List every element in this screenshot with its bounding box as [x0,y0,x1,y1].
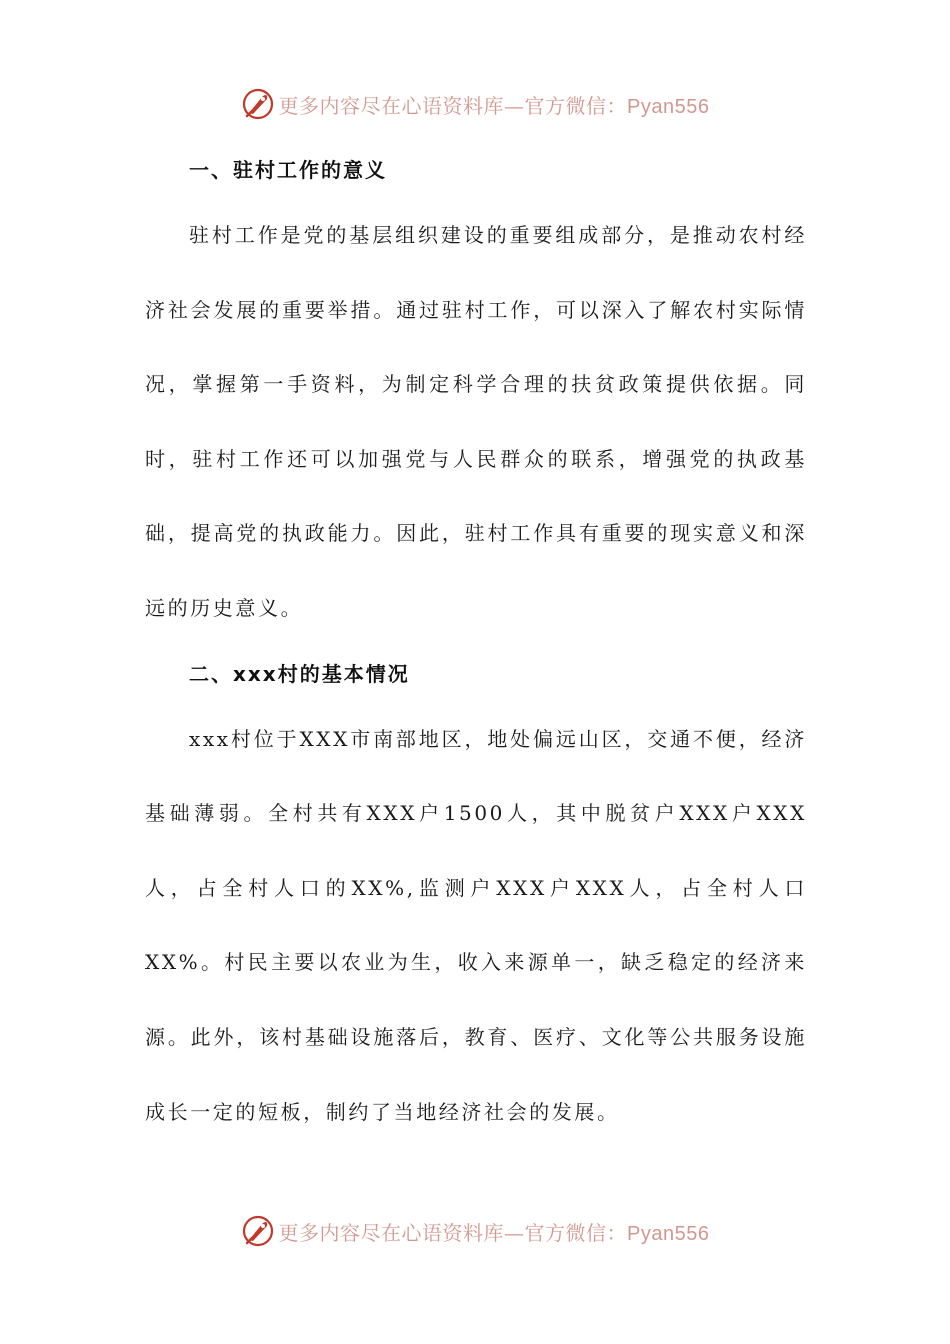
footer-banner [0,1209,950,1253]
banner-text: 更多内容尽在心语资料库—官方微信：Pyan556 [278,93,710,118]
section-paragraph-2: xxx村位于XXX市南部地区，地处偏远山区，交通不便，经济基础薄弱。全村共有XXX户1500人，其中脱贫户XXX户XXX人，占全村人口的XX%,监测户XXX户XXX人，占全村人口XX%。村民主要以农业为生，收入来源单一，缺乏稳定的经济来源。此外，该村基础设施落后，教育、医疗、文化等公共服务设施成长一定的短板，制约了当地经济社会的发展。 [145,726,807,1124]
banner-handle: Pyan556 [627,95,710,118]
banner-text: 更多内容尽在心语资料库—官方微信：Pyan556 [278,1220,710,1245]
quill-logo-icon [241,87,275,121]
section-heading-2: 二、xxx村的基本情况 [189,661,410,686]
header-banner [0,82,950,126]
banner-handle: Pyan556 [627,1222,710,1245]
section-heading-1: 一、驻村工作的意义 [189,158,387,182]
document-body [145,142,807,1149]
quill-logo-icon [241,1214,275,1248]
section-paragraph-1: 驻村工作是党的基层组织建设的重要组成部分，是推动农村经济社会发展的重要举措。通过驻村工作，可以深入了解农村实际情况，掌握第一手资料，为制定科学合理的扶贫政策提供依据。同时，驻村工作还可以加强党与人民群众的联系，增强党的执政基础，提高党的执政能力。因此，驻村工作具有重要的现实意义和深远的历史意义。 [145,223,807,620]
